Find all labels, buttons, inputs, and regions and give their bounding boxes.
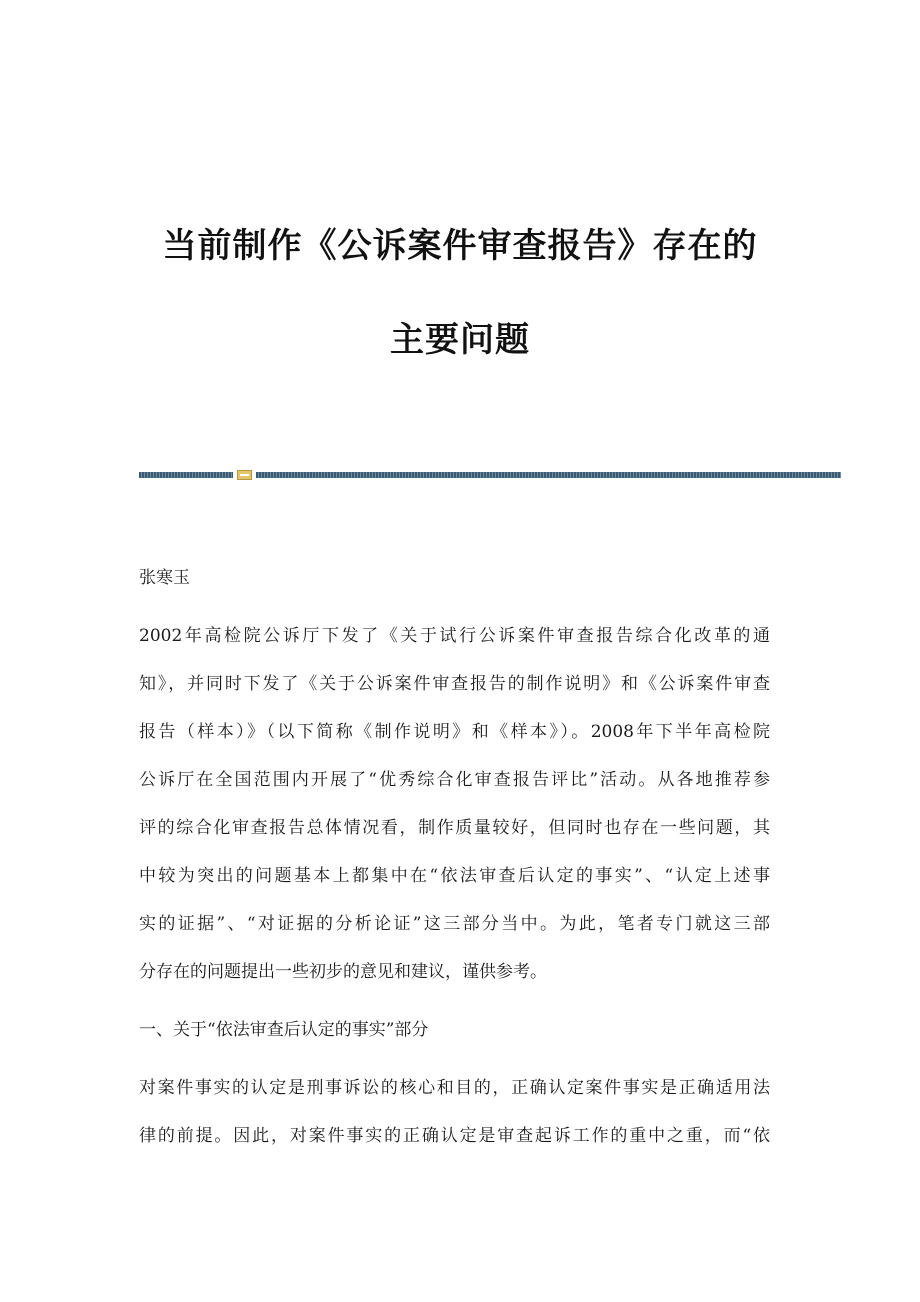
paragraph-line: 实的证据”、“对证据的分析论证”这三部分当中。为此，笔者专门就这三部 xyxy=(139,914,770,934)
paragraph-line: 报告（样本）》（以下简称《制作说明》和《样本》）。2008年下半年高检院 xyxy=(139,722,770,742)
divider-bar-right xyxy=(256,472,841,478)
paragraph-line: 分存在的问题提出一些初步的意见和建议，谨供参考。 xyxy=(139,962,547,982)
paragraph-line: 评的综合化审查报告总体情况看，制作质量较好，但同时也存在一些问题，其 xyxy=(139,818,770,838)
section-heading: 一、关于“依法审查后认定的事实”部分 xyxy=(139,1020,429,1040)
document-title-line-2: 主要问题 xyxy=(390,320,530,360)
document-title-line-1: 当前制作《公诉案件审查报告》存在的 xyxy=(162,226,758,266)
paragraph-line: 中较为突出的问题基本上都集中在“依法审查后认定的事实”、“认定上述事 xyxy=(139,866,770,886)
paragraph-line: 律的前提。因此，对案件事实的正确认定是审查起诉工作的重中之重，而“依 xyxy=(139,1126,770,1146)
paragraph-line: 对案件事实的认定是刑事诉讼的核心和目的，正确认定案件事实是正确适用法 xyxy=(139,1078,770,1098)
decorative-divider xyxy=(139,470,841,480)
paragraph-line: 知》，并同时下发了《关于公诉案件审查报告的制作说明》和《公诉案件审查 xyxy=(139,674,770,694)
divider-bar-left xyxy=(139,472,233,478)
author-name: 张寒玉 xyxy=(139,568,190,588)
paragraph-line: 2002年高检院公诉厅下发了《关于试行公诉案件审查报告综合化改革的通 xyxy=(139,626,770,646)
paragraph-line: 公诉厅在全国范围内开展了“优秀综合化审查报告评比”活动。从各地推荐参 xyxy=(139,770,770,790)
divider-ornament-icon xyxy=(237,470,252,480)
